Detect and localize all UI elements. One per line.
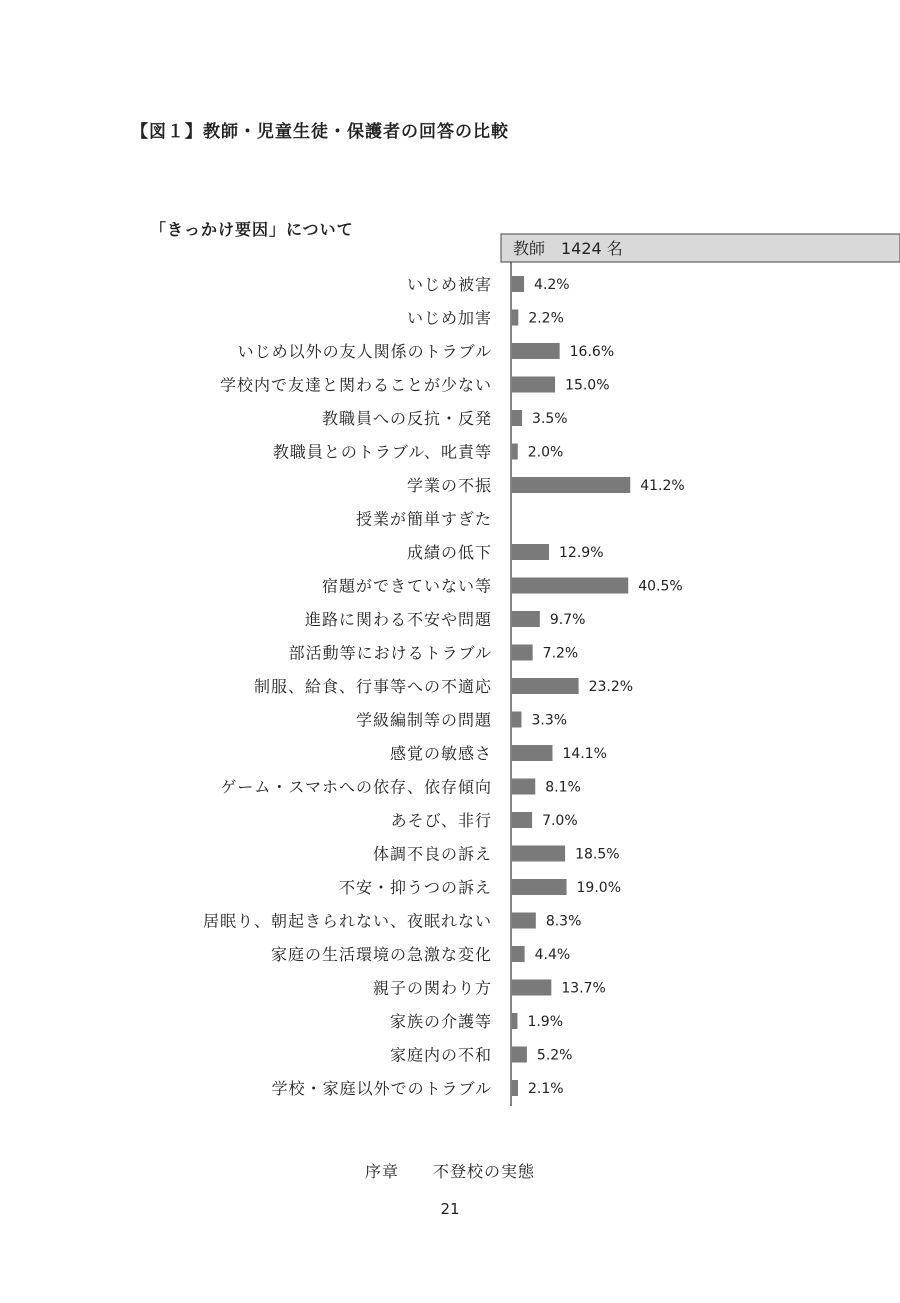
category-label: 学業の不振 (406, 476, 492, 495)
bar (512, 343, 560, 359)
figure-title: 【図１】教師・児童生徒・保護者の回答の比較 (131, 122, 509, 142)
category-label: 教職員とのトラブル、叱責等 (272, 442, 492, 462)
bar (512, 946, 525, 962)
category-label: 不安・抑うつの訴え (338, 878, 492, 897)
data-label: 2.1% (528, 1081, 564, 1097)
category-label: いじめ加害 (406, 308, 492, 328)
category-label: 感覚の敏感さ (389, 744, 492, 763)
data-label: 15.0% (565, 377, 610, 394)
category-label: 進路に関わる不安や問題 (304, 610, 492, 629)
category-label: あそび、非行 (390, 811, 492, 830)
data-label: 8.3% (545, 913, 582, 930)
data-label: 18.5% (575, 846, 620, 863)
data-label: 3.3% (531, 712, 568, 729)
data-label: 4.2% (534, 277, 570, 293)
bar (512, 846, 565, 862)
chart-svg (0, 230, 900, 1110)
data-label: 7.2% (542, 645, 579, 662)
data-label: 40.5% (638, 578, 683, 595)
category-label: 家庭の生活環境の急激な変化 (270, 945, 492, 964)
data-label: 19.0% (576, 880, 622, 896)
bar (512, 645, 533, 661)
data-label: 9.7% (549, 612, 586, 628)
category-label: 制服、給食、行事等への不適応 (253, 677, 492, 696)
category-label: 授業が簡単すぎた (355, 509, 492, 529)
bar (512, 812, 532, 828)
data-label: 23.2% (588, 679, 634, 695)
bar (512, 678, 579, 694)
category-label: ゲーム・スマホへの依存、依存傾向 (220, 777, 492, 797)
bar (512, 879, 567, 895)
bar (512, 310, 518, 326)
data-label: 2.2% (528, 310, 564, 327)
bar (512, 980, 551, 996)
bar (512, 913, 536, 929)
data-label: 13.7% (561, 980, 606, 997)
bar (512, 276, 524, 292)
bar (512, 477, 630, 493)
category-label: 体調不良の訴え (372, 844, 492, 864)
series-header-label: 教師 1424 名 (513, 239, 623, 258)
category-label: 学級編制等の問題 (355, 710, 492, 730)
data-label: 2.0% (527, 444, 564, 461)
data-label: 8.1% (545, 779, 581, 796)
category-label: いじめ被害 (406, 275, 492, 294)
data-label: 12.9% (559, 545, 604, 561)
data-label: 4.4% (534, 947, 571, 963)
bar (512, 779, 535, 795)
data-label: 14.1% (562, 746, 607, 762)
bar (512, 377, 555, 393)
data-label: 5.2% (536, 1047, 573, 1064)
bar (512, 1047, 527, 1063)
category-label: 居眠り、朝起きられない、夜眠れない (202, 911, 492, 931)
bar (512, 745, 552, 761)
category-label: 学校・家庭以外でのトラブル (271, 1079, 492, 1098)
chapter-footer: 序章 不登校の実態 (364, 1162, 535, 1181)
data-label: 16.6% (569, 344, 615, 360)
data-label: 41.2% (640, 478, 685, 494)
category-label: 宿題ができていない等 (321, 576, 492, 596)
bar (512, 1013, 517, 1029)
bar (512, 544, 549, 560)
category-label: 部活動等におけるトラブル (288, 643, 492, 663)
data-label: 3.5% (532, 411, 568, 427)
category-label: 成績の低下 (406, 543, 492, 562)
data-label: 1.9% (527, 1014, 564, 1030)
bar (512, 444, 518, 460)
page-number: 21 (440, 1200, 460, 1218)
category-label: いじめ以外の友人関係のトラブル (237, 342, 492, 361)
category-label: 学校内で友達と関わることが少ない (219, 375, 492, 395)
bar (512, 1080, 518, 1096)
bar (512, 712, 521, 728)
bar (512, 611, 540, 627)
section-title: 「きっかけ要因」について (150, 220, 354, 239)
category-label: 家族の介護等 (389, 1012, 492, 1031)
category-label: 親子の関わり方 (372, 978, 492, 998)
bar (512, 578, 628, 594)
bar-chart (0, 230, 900, 1110)
category-label: 教職員への反抗・反発 (321, 409, 492, 428)
data-label: 7.0% (542, 813, 578, 829)
bar (512, 410, 522, 426)
category-label: 家庭内の不和 (389, 1045, 492, 1065)
